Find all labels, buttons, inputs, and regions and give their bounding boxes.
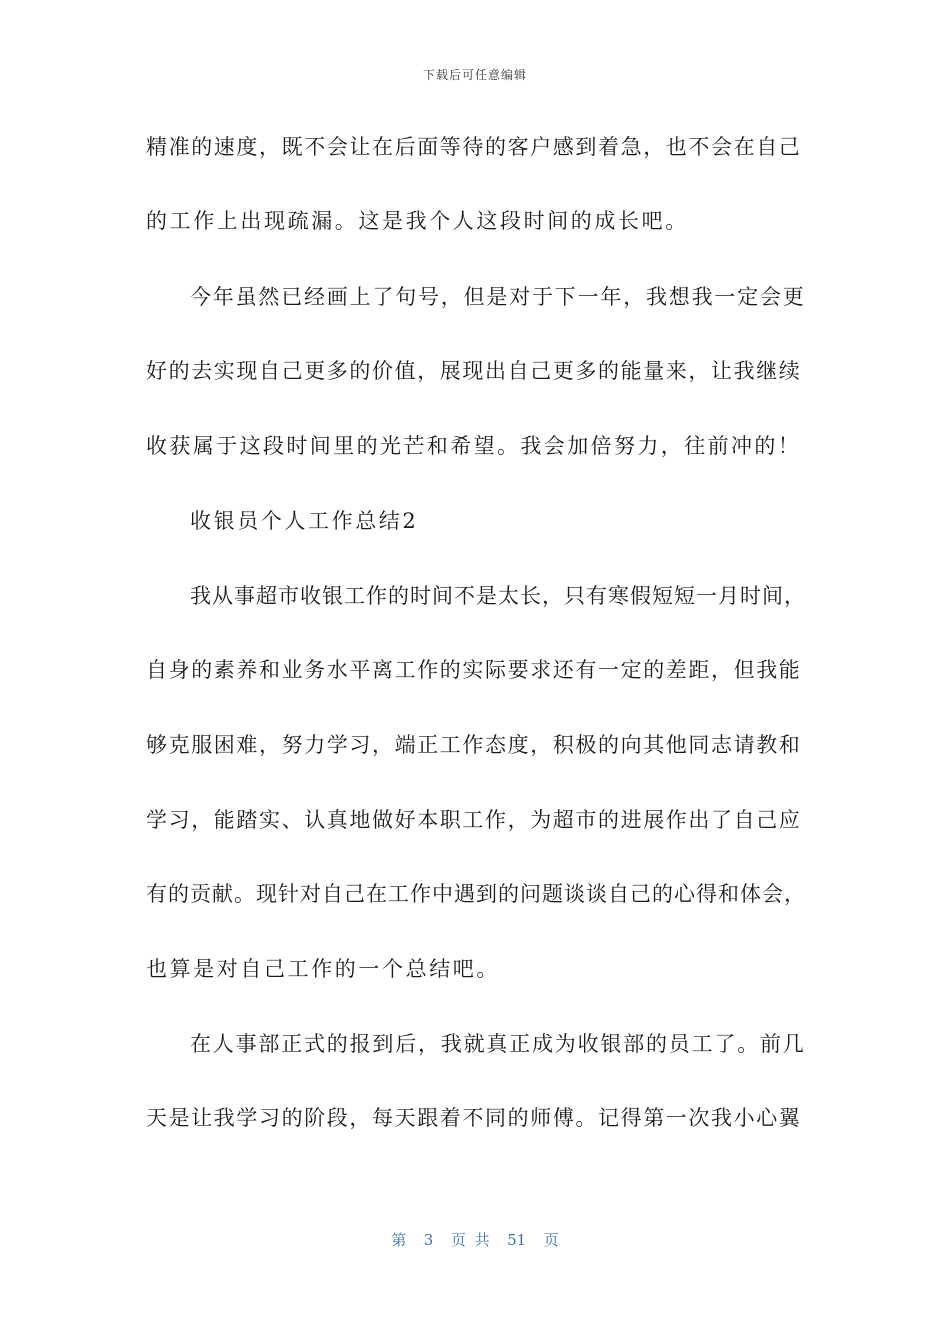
paragraph-line: 自身的素养和业务水平离工作的实际要求还有一定的差距，但我能 [146, 658, 802, 682]
page-number: 第 3 页 共 51 页 [391, 1231, 559, 1249]
paragraph-line: 的工作上出现疏漏。这是我个人这段时间的成长吧。 [146, 209, 689, 233]
paragraph-line: 天是让我学习的阶段，每天跟着不同的师傅。记得第一次我小心翼 [146, 1106, 802, 1130]
header-note: 下载后可任意编辑 [422, 68, 527, 82]
paragraph-line: 也算是对自己工作的一个总结吧。 [146, 957, 500, 981]
paragraph-line: 够克服困难，努力学习，端正工作态度，积极的向其他同志请教和 [146, 733, 802, 757]
paragraph-line: 今年虽然已经画上了句号，但是对于下一年，我想我一定会更 [190, 285, 806, 309]
paragraph-line: 我从事超市收银工作的时间不是太长，只有寒假短短一月时间， [190, 584, 806, 608]
section-heading: 收银员个人工作总结2 [190, 509, 419, 533]
paragraph-line: 精准的速度，既不会让在后面等待的客户感到着急，也不会在自己 [146, 135, 802, 159]
paragraph-line: 在人事部正式的报到后，我就真正成为收银部的员工了。前几 [190, 1032, 806, 1056]
paragraph-line: 有的贡献。现针对自己在工作中遇到的问题谈谈自己的心得和体会， [146, 882, 806, 906]
paragraph-line: 好的去实现自己更多的价值，展现出自己更多的能量来，让我继续 [146, 359, 802, 383]
paragraph-line: 学习，能踏实、认真地做好本职工作，为超市的进展作出了自己应 [146, 808, 802, 832]
paragraph-line: 收获属于这段时间里的光芒和希望。我会加倍努力，往前冲的！ [146, 434, 802, 458]
